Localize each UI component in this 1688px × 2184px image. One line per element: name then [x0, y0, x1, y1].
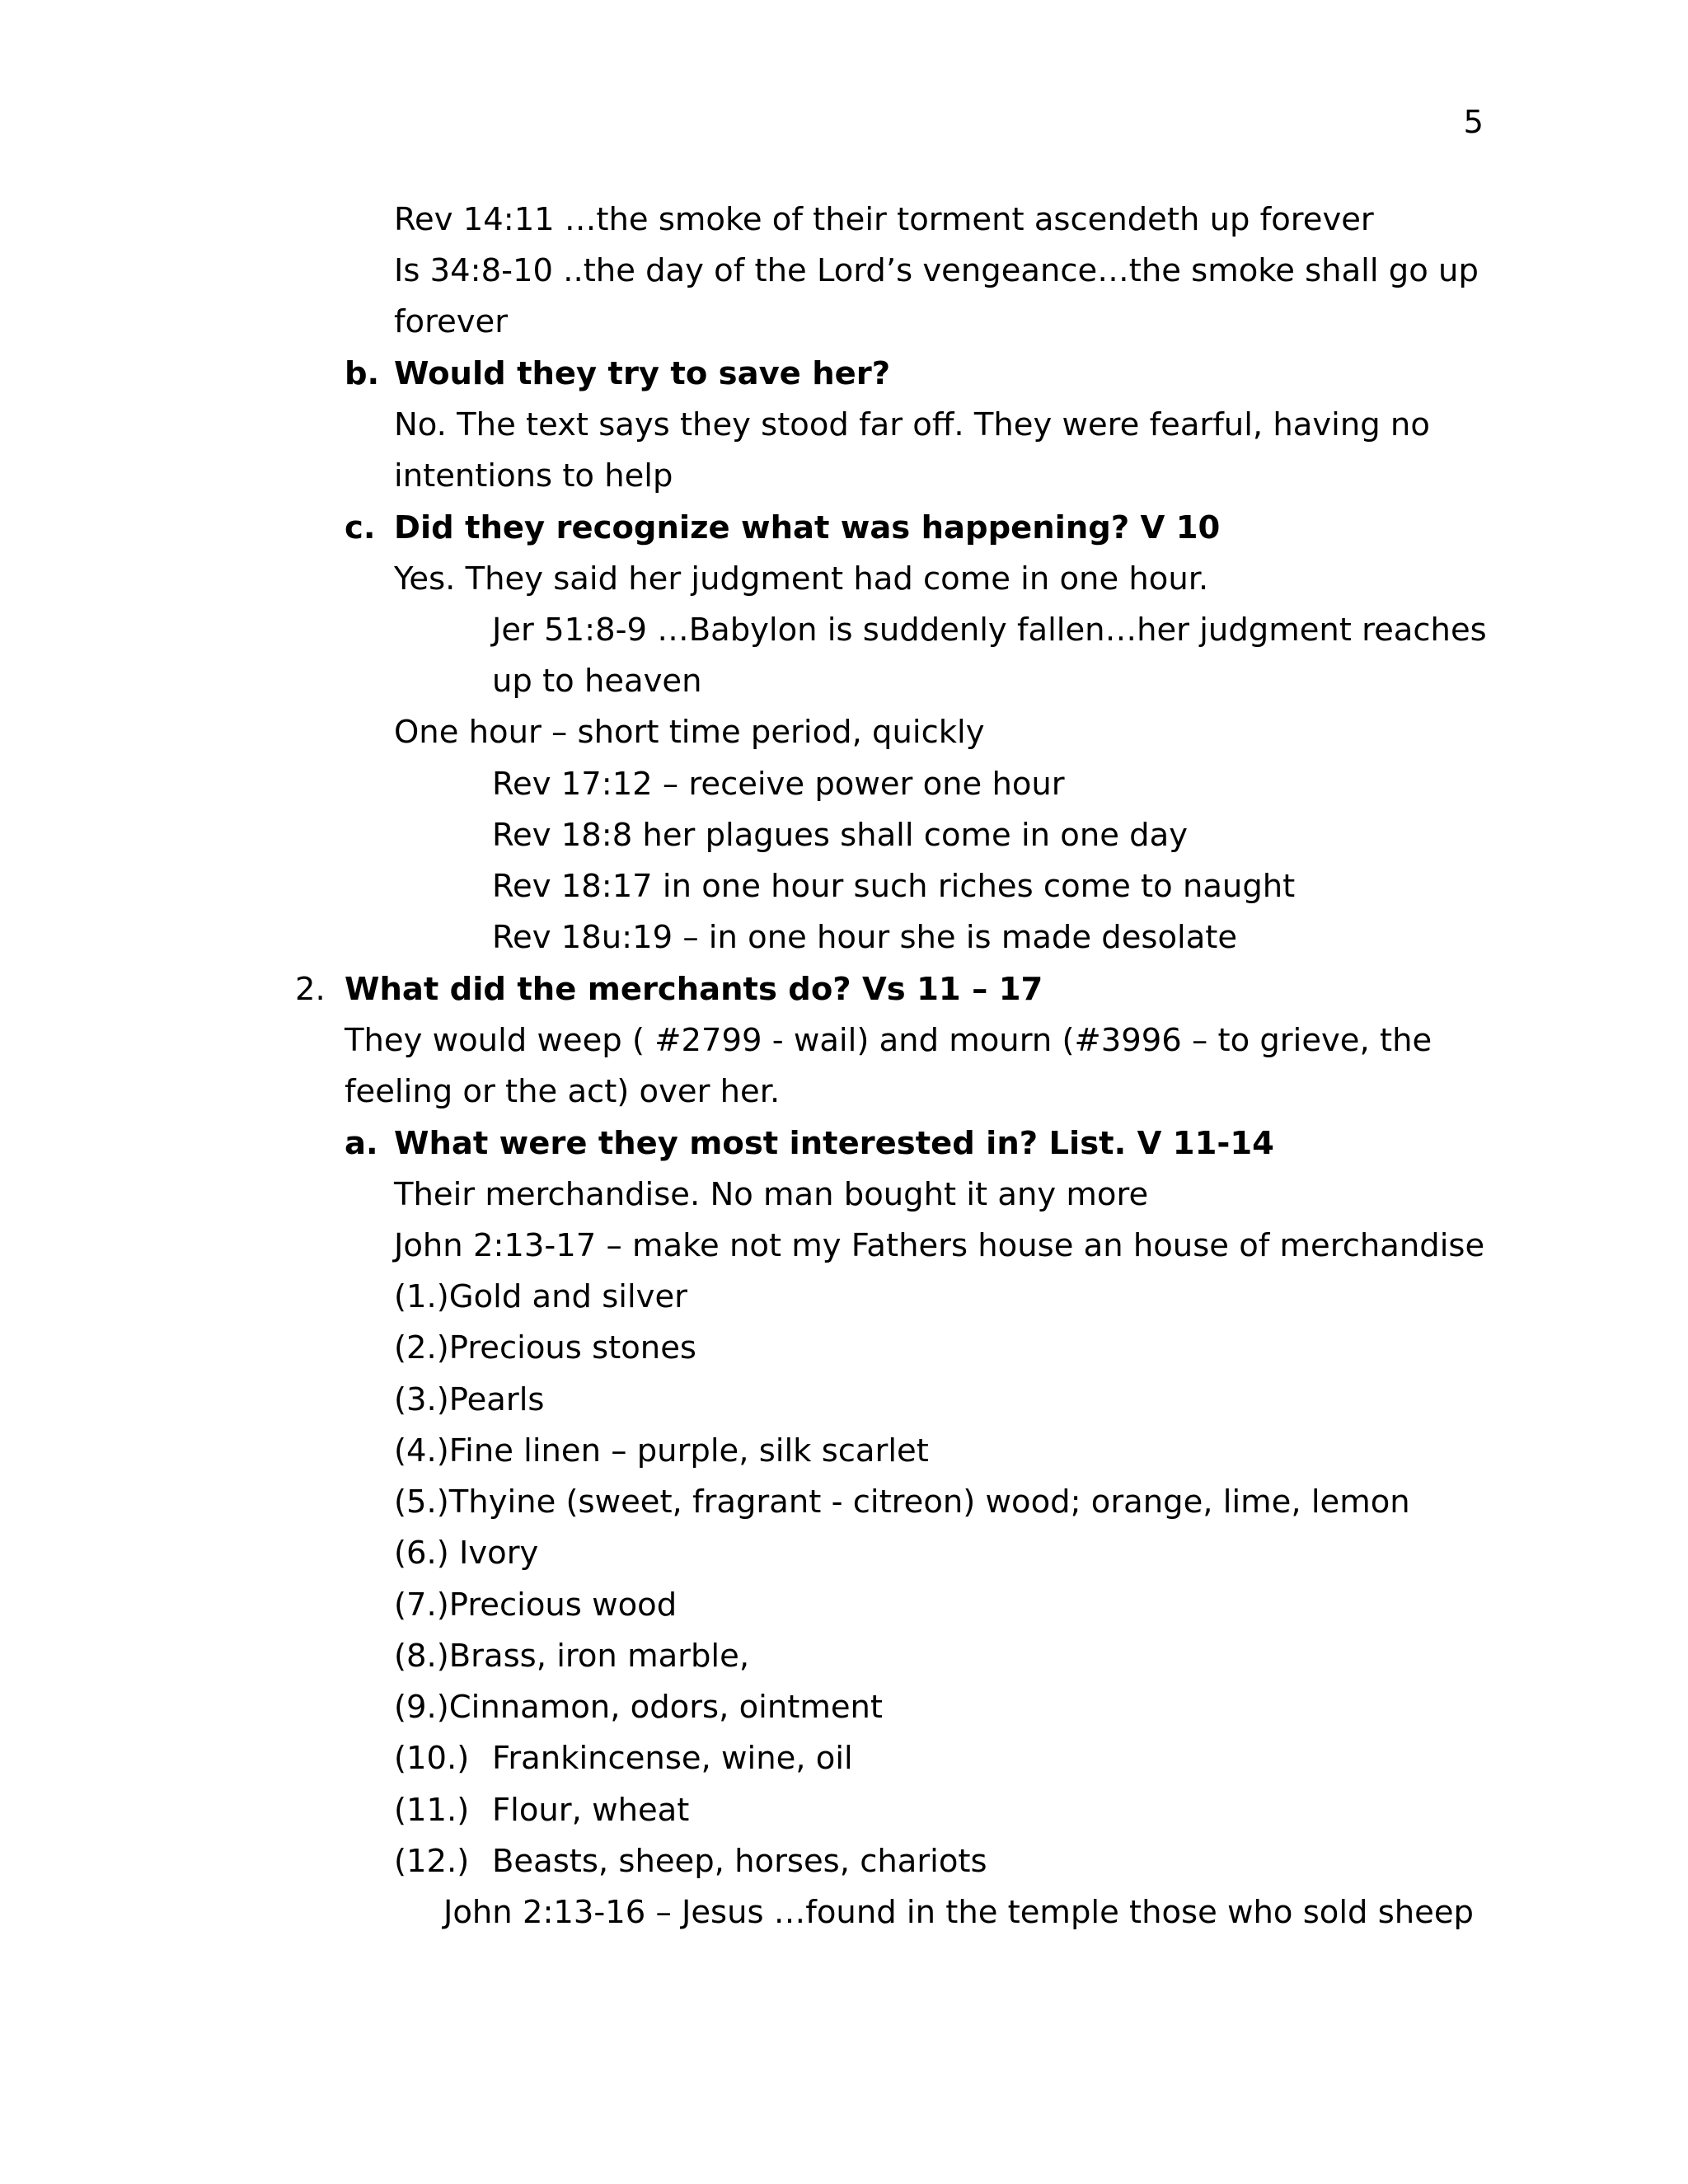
- text-line: John 2:13-17 – make not my Fathers house an house of merchandise: [394, 1227, 1485, 1264]
- list-item: (7.)Precious wood: [394, 1586, 678, 1624]
- question-heading: What were they most interested in? List. V 11-14: [394, 1125, 1274, 1162]
- list-item-text: Beasts, sheep, horses, chariots: [492, 1843, 987, 1880]
- text-line: No. The text says they stood far off. They were fearful, having no: [394, 406, 1430, 443]
- list-item: (5.)Thyine (sweet, fragrant - citreon) wood; orange, lime, lemon: [394, 1483, 1410, 1521]
- list-item: (4.)Fine linen – purple, silk scarlet: [394, 1432, 929, 1469]
- list-item: (1.)Gold and silver: [394, 1278, 687, 1315]
- list-item: (2.)Precious stones: [394, 1329, 696, 1366]
- question-heading: What did the merchants do? Vs 11 – 17: [345, 971, 1043, 1008]
- text-line: One hour – short time period, quickly: [394, 714, 985, 751]
- page-number: 5: [1463, 104, 1484, 141]
- text-line: Rev 17:12 – receive power one hour: [492, 766, 1065, 803]
- text-line: They would weep ( #2799 - wail) and mourn (#3996 – to grieve, the: [345, 1022, 1432, 1059]
- list-item: (9.)Cinnamon, odors, ointment: [394, 1689, 884, 1726]
- text-line: Rev 18:17 in one hour such riches come to naught: [492, 868, 1296, 905]
- list-marker: (10.): [394, 1740, 470, 1777]
- question-heading: Would they try to save her?: [394, 355, 891, 392]
- list-marker: (12.): [394, 1843, 470, 1880]
- text-line: feeling or the act) over her.: [345, 1073, 781, 1110]
- list-item: (3.)Pearls: [394, 1381, 545, 1418]
- text-line: John 2:13-16 – Jesus …found in the temple those who sold sheep: [443, 1894, 1474, 1931]
- text-line: Rev 14:11 …the smoke of their torment ascendeth up forever: [394, 201, 1374, 238]
- list-marker: b.: [345, 355, 380, 392]
- text-line: Jer 51:8-9 …Babylon is suddenly fallen…her judgment reaches: [492, 612, 1487, 649]
- list-item: (6.) Ivory: [394, 1535, 539, 1572]
- text-line: Is 34:8-10 ..the day of the Lord’s vengeance…the smoke shall go up: [394, 252, 1479, 289]
- text-line: intentions to help: [394, 457, 673, 494]
- list-marker: c.: [345, 509, 376, 546]
- text-line: Rev 18u:19 – in one hour she is made desolate: [492, 919, 1238, 956]
- list-item-text: Frankincense, wine, oil: [492, 1740, 853, 1777]
- list-item: (8.)Brass, iron marble,: [394, 1638, 750, 1675]
- text-line: Yes. They said her judgment had come in one hour.: [394, 560, 1209, 598]
- list-item-text: Flour, wheat: [492, 1792, 690, 1829]
- question-heading: Did they recognize what was happening? V 10: [394, 509, 1221, 546]
- text-line: forever: [394, 303, 509, 340]
- list-marker: 2.: [295, 971, 326, 1008]
- text-line: Rev 18:8 her plagues shall come in one day: [492, 817, 1188, 854]
- text-line: Their merchandise. No man bought it any more: [394, 1176, 1149, 1213]
- list-marker: (11.): [394, 1792, 470, 1829]
- list-marker: a.: [345, 1125, 378, 1162]
- text-line: up to heaven: [492, 663, 702, 700]
